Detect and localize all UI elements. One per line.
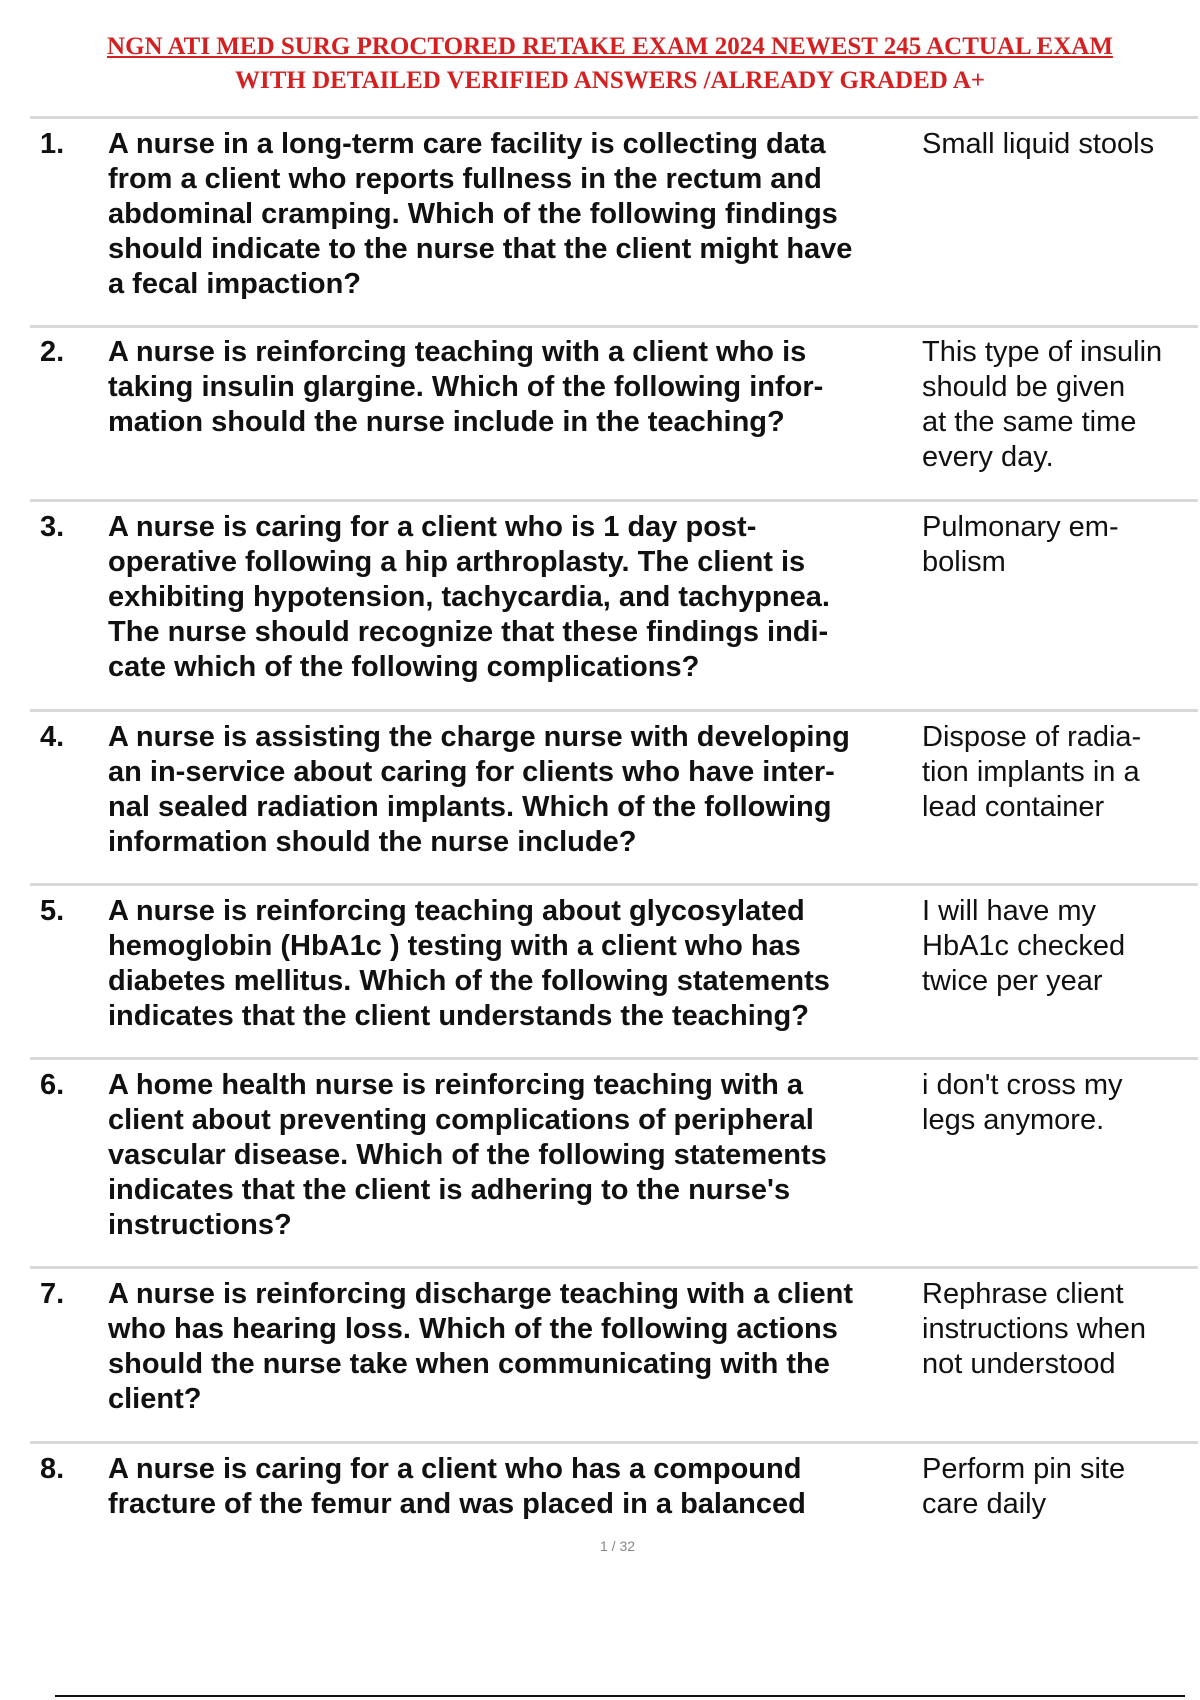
divider xyxy=(30,325,1198,328)
question-line: diabetes mellitus. Which of the following statements xyxy=(108,965,830,997)
question-line: A nurse is assisting the charge nurse with developing xyxy=(108,721,850,753)
question-line: A nurse is caring for a client who is 1 day post- xyxy=(108,511,757,543)
answer-line: Rephrase client xyxy=(922,1278,1124,1310)
answer-line: This type of insulin xyxy=(922,336,1163,368)
item-number: 8. xyxy=(40,1453,65,1485)
question-line: client? xyxy=(108,1383,202,1415)
divider xyxy=(30,709,1198,712)
question-text xyxy=(108,127,918,302)
item-number: 1. xyxy=(40,128,65,160)
question-text xyxy=(108,1277,918,1417)
question-line: an in-service about caring for clients who have inter- xyxy=(108,756,835,788)
answer-line: should be given xyxy=(922,371,1126,403)
question-line: client about preventing complications of peripheral xyxy=(108,1104,814,1136)
answer-line: Pulmonary em- xyxy=(922,511,1119,543)
divider xyxy=(30,883,1198,886)
answer-line: bolism xyxy=(922,546,1006,578)
question-line: from a client who reports fullness in the rectum and xyxy=(108,163,822,195)
answer-line: instructions when xyxy=(922,1313,1147,1345)
answer-text xyxy=(922,1277,1192,1382)
question-line: A nurse is reinforcing discharge teaching with a client xyxy=(108,1278,854,1310)
item-number: 4. xyxy=(40,721,65,753)
question-text xyxy=(108,1068,918,1243)
question-line: instructions? xyxy=(108,1209,292,1241)
question-line: indicates that the client is adhering to the nurse's xyxy=(108,1174,791,1206)
question-text xyxy=(108,894,918,1034)
question-line: nal sealed radiation implants. Which of the following xyxy=(108,791,832,823)
question-line: should indicate to the nurse that the client might have xyxy=(108,233,853,265)
question-line: operative following a hip arthroplasty. The client is xyxy=(108,546,806,578)
divider xyxy=(30,1266,1198,1269)
answer-line: tion implants in a xyxy=(922,756,1140,788)
answer-text xyxy=(922,510,1192,580)
question-line: who has hearing loss. Which of the following actions xyxy=(108,1313,838,1345)
item-number: 5. xyxy=(40,895,65,927)
question-line: should the nurse take when communicating with the xyxy=(108,1348,830,1380)
answer-line: lead container xyxy=(922,791,1105,823)
question-line: A nurse is reinforcing teaching about glycosylated xyxy=(108,895,805,927)
answer-text xyxy=(922,335,1192,475)
question-line: information should the nurse include? xyxy=(108,826,637,858)
answer-line: I will have my xyxy=(922,895,1097,927)
page-indicator: 1 / 32 xyxy=(599,1538,636,1554)
answer-line: Perform pin site xyxy=(922,1453,1126,1485)
answer-line: twice per year xyxy=(922,965,1103,997)
answer-line: every day. xyxy=(922,441,1054,473)
title-line-2: WITH DETAILED VERIFIED ANSWERS /ALREADY GRADED A+ xyxy=(234,67,986,94)
question-text xyxy=(108,510,918,685)
question-line: indicates that the client understands the teaching? xyxy=(108,1000,809,1032)
answer-line: not understood xyxy=(922,1348,1116,1380)
question-line: a fecal impaction? xyxy=(108,268,362,300)
answer-line: i don't cross my xyxy=(922,1069,1123,1101)
question-line: exhibiting hypotension, tachycardia, and tachypnea. xyxy=(108,581,830,613)
question-text xyxy=(108,1452,918,1522)
title-line-1: NGN ATI MED SURG PROCTORED RETAKE EXAM 2024 NEWEST 245 ACTUAL EXAM xyxy=(107,33,1113,60)
question-line: mation should the nurse include in the teaching? xyxy=(108,406,785,438)
answer-text xyxy=(922,720,1192,825)
question-line: A nurse is caring for a client who has a compound xyxy=(108,1453,802,1485)
question-line: abdominal cramping. Which of the following findings xyxy=(108,198,838,230)
answer-text xyxy=(922,127,1192,162)
question-line: A nurse is reinforcing teaching with a client who is xyxy=(108,336,807,368)
question-line: taking insulin glargine. Which of the following infor- xyxy=(108,371,824,403)
divider xyxy=(30,1057,1198,1060)
question-line: A nurse in a long-term care facility is collecting data xyxy=(108,128,826,160)
item-number: 3. xyxy=(40,511,65,543)
answer-text xyxy=(922,1068,1192,1138)
item-number: 2. xyxy=(40,336,65,368)
question-line: The nurse should recognize that these findings indi- xyxy=(108,616,829,648)
item-number: 7. xyxy=(40,1278,65,1310)
question-line: cate which of the following complications? xyxy=(108,651,700,683)
page-bottom-rule xyxy=(55,1695,1185,1697)
answer-line: at the same time xyxy=(922,406,1137,438)
answer-text xyxy=(922,894,1192,999)
answer-line: HbA1c checked xyxy=(922,930,1126,962)
divider xyxy=(30,499,1198,502)
answer-text xyxy=(922,1452,1192,1522)
item-number: 6. xyxy=(40,1069,65,1101)
divider xyxy=(30,1441,1198,1444)
document-title xyxy=(30,30,1190,98)
answer-line: care daily xyxy=(922,1488,1047,1520)
question-line: fracture of the femur and was placed in a balanced xyxy=(108,1488,806,1520)
answer-line: Dispose of radia- xyxy=(922,721,1142,753)
question-text xyxy=(108,720,918,860)
answer-line: Small liquid stools xyxy=(922,128,1155,160)
question-line: vascular disease. Which of the following statements xyxy=(108,1139,827,1171)
question-line: A home health nurse is reinforcing teaching with a xyxy=(108,1069,804,1101)
divider xyxy=(30,116,1198,119)
question-text xyxy=(108,335,918,440)
answer-line: legs anymore. xyxy=(922,1104,1105,1136)
question-line: hemoglobin (HbA1c ) testing with a client who has xyxy=(108,930,801,962)
